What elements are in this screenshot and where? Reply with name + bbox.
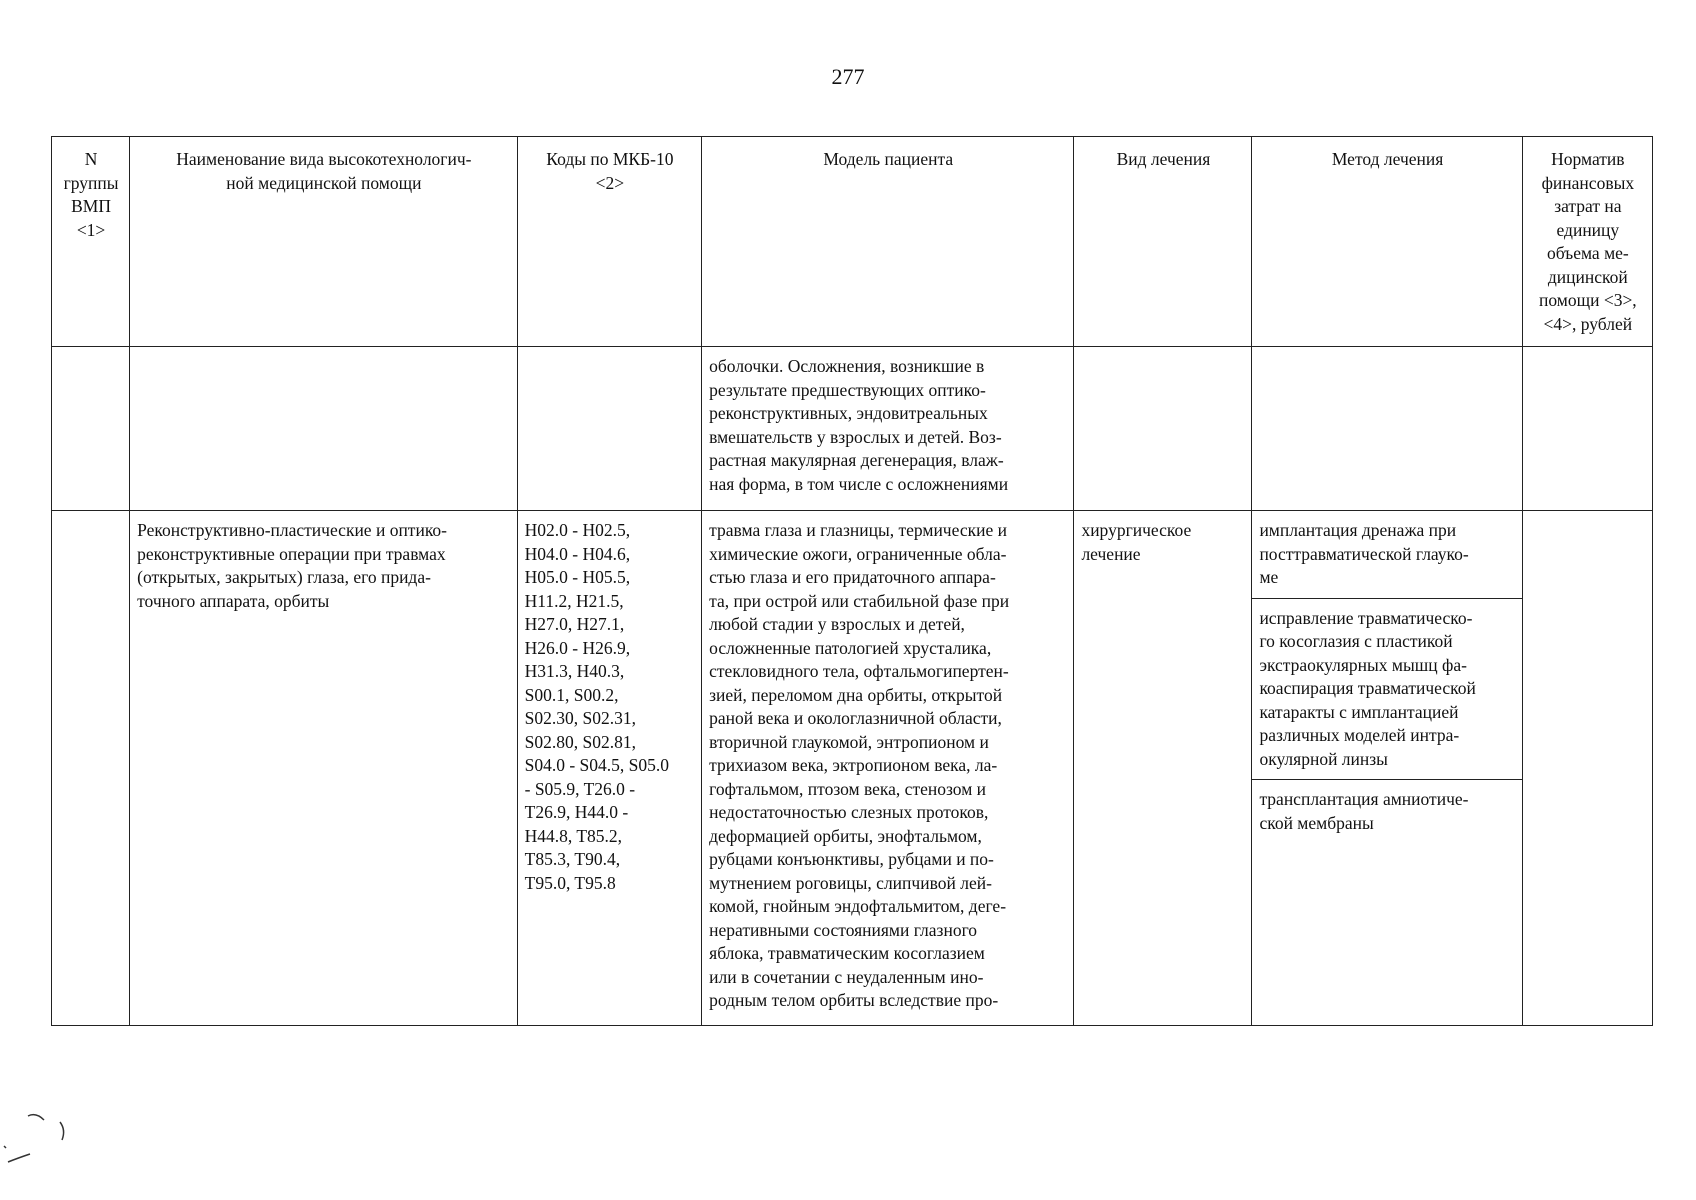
header-cost: Норматив финансовых затрат на единицу объема ме- дицинской помощи <3>, <4>, рублей — [1522, 137, 1652, 347]
cell-icd-codes: H02.0 - H02.5, H04.0 - H04.6, H05.0 - H05.5, H11.2, H21.5, H27.0, H27.1, H26.0 - H26.9, H31.3, H40.3, S00.1, S00.2, S02.30, S02.31, S02.80, S02.81, S04.0 - S04.5, S05.0 - S05.9, T26.0 - T26.9, H44.0 - H44.8, T85.2, T85.3, T90.4, T95.0, T95.8 — [517, 511, 702, 1026]
cell-patient-model: травма глаза и глазницы, термические и химические ожоги, ограниченные обла- стью глаза и его придаточного аппара- та, при острой или стабильной фазе при любой стадии у взрослых и детей, осложненные патологией хрусталика, стекловидного тела, офтальмогипертен- зией, переломом дна орбиты, открытой раной века и окологлазничной области, вторичной глаукомой, энтропионом и трихиазом века, эктропионом века, ла- гофтальмом, птозом века, стенозом и недостаточностью слезных протоков, деформацией орбиты, энофтальмом, рубцами конъюнктивы, рубцами и по- мутнением роговицы, слипчивой лей- комой, гнойным эндофтальмитом, деге- неративными состояниями глазного яблока, травматическим косоглазием или в сочетании с неудаленным ино- родным телом орбиты вследствие про- — [702, 511, 1074, 1026]
cell-name: Реконструктивно-пластические и оптико- реконструктивные операции при травмах (открытых, закрытых) глаза, его прида- точного аппарата, орбиты — [130, 511, 517, 1026]
cell-group-no — [52, 511, 130, 1026]
header-treatment-type: Вид лечения — [1074, 137, 1252, 347]
vmp-table — [51, 136, 1653, 1026]
cell-treatment-type: хирургическое лечение — [1074, 511, 1252, 1026]
header-name: Наименование вида высокотехнологич- ной медицинской помощи — [130, 137, 517, 347]
method-item: имплантация дренажа при посттравматической глауко- ме — [1252, 511, 1521, 599]
table-row — [52, 511, 1653, 1026]
cell-empty — [52, 347, 130, 511]
cell-empty — [130, 347, 517, 511]
cell-patient-model-continued: оболочки. Осложнения, возникшие в результате предшествующих оптико- реконструктивных, эндовитреальных вмешательств у взрослых и детей. Воз- растная макулярная дегенерация, влаж- ная форма, в том числе с осложнениями — [702, 347, 1074, 511]
pen-scribble-mark — [0, 1100, 90, 1180]
table-header-row — [52, 137, 1653, 347]
method-item: исправление травматическо- го косоглазия с пластикой экстраокулярных мышц фа- коаспирация травматической катаракты с имплантацией различных моделей интра- окулярной линзы — [1252, 599, 1521, 781]
cell-cost — [1522, 511, 1652, 1026]
table-row-continuation — [52, 347, 1653, 511]
cell-methods — [1252, 511, 1522, 1026]
page-number: 277 — [831, 64, 865, 89]
header-method: Метод лечения — [1252, 137, 1522, 347]
header-patient-model: Модель пациента — [702, 137, 1074, 347]
cell-empty — [517, 347, 702, 511]
header-icd-codes: Коды по МКБ-10 <2> — [517, 137, 702, 347]
header-group-no: N группы ВМП <1> — [52, 137, 130, 347]
method-item: трансплантация амниотиче- ской мембраны — [1259, 789, 1469, 833]
cell-empty — [1522, 347, 1652, 511]
cell-empty — [1252, 347, 1522, 511]
cell-empty — [1074, 347, 1252, 511]
